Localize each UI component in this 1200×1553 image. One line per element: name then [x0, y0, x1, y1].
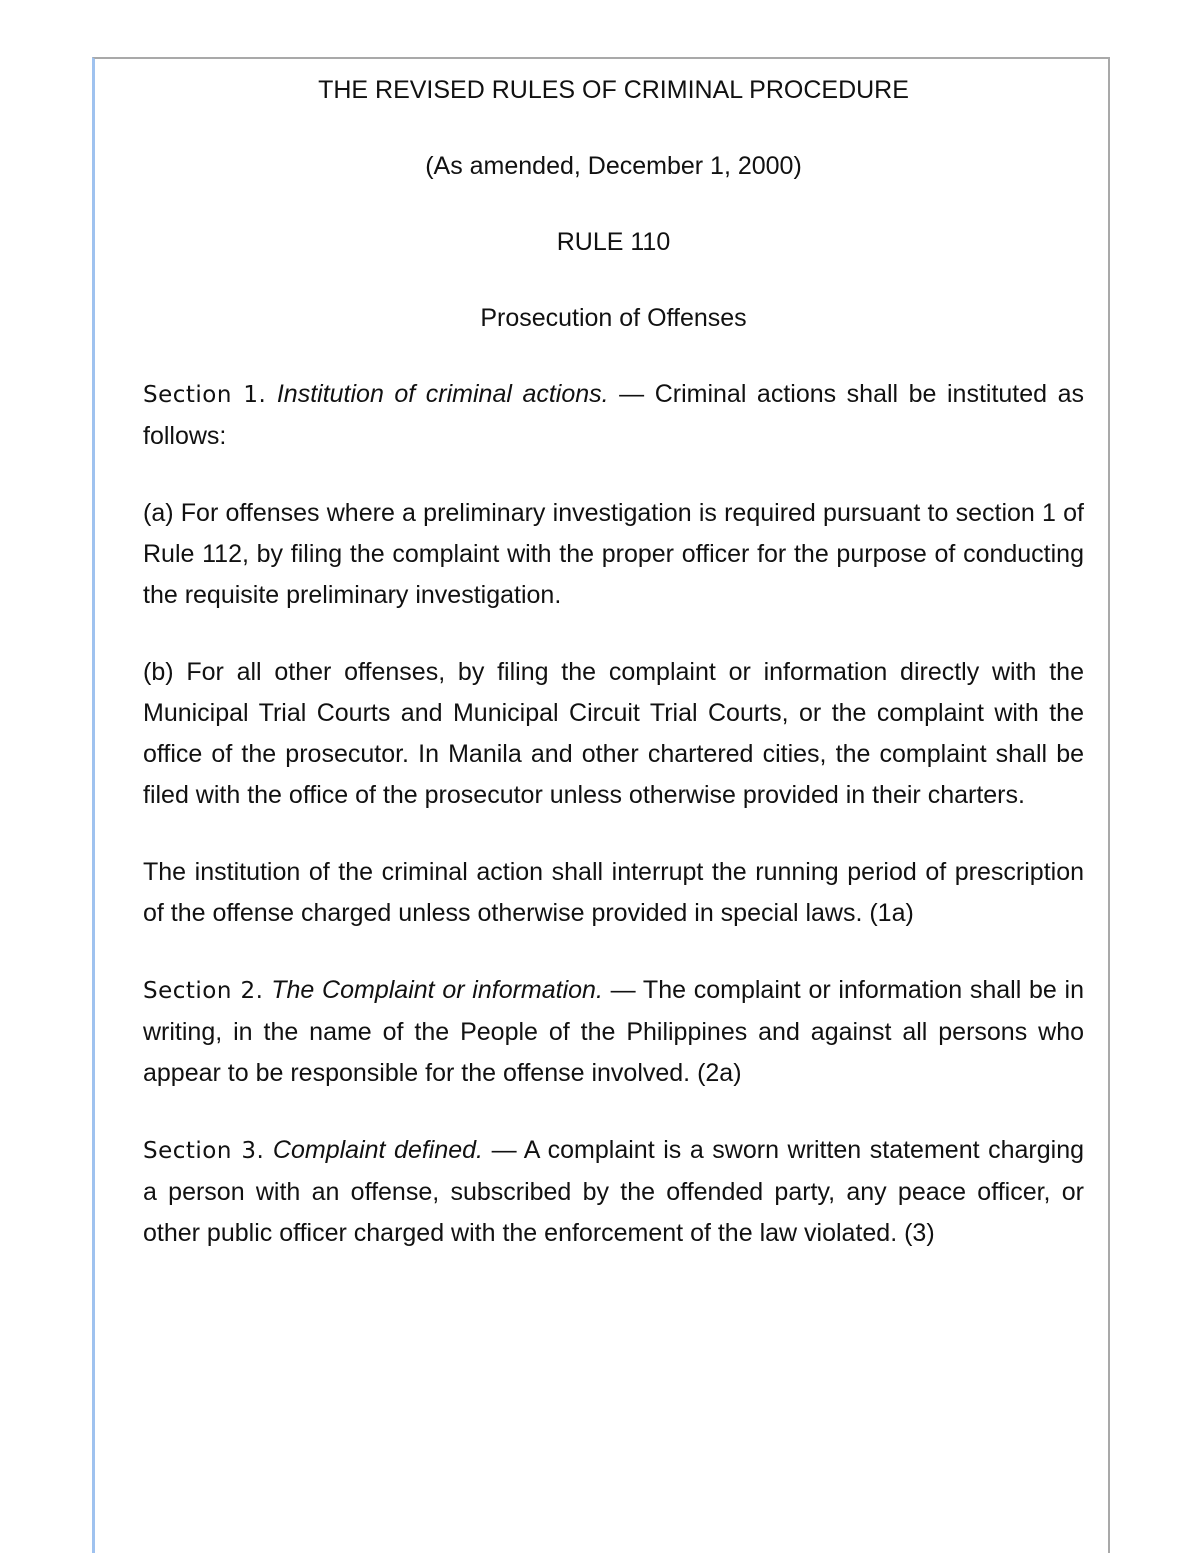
- section-1: [143, 374, 1084, 457]
- section-text: — A complaint is a sworn written statement charging a person with an offense, subscribed by the offended party, any peace officer, or other public officer charged with the enforcement of the law violated. (3): [143, 1136, 1085, 1247]
- paragraph-b: (b) For all other offenses, by filing the complaint or information directly with the Municipal Trial Courts and Municipal Circuit Trial Courts, or the complaint with the office of the prosecutor. In Manila and other chartered cities, the complaint shall be filed with the office of the prosecutor unless otherwise provided in their charters.: [143, 658, 1084, 809]
- section-text: — Criminal actions shall be instituted as follows:: [143, 380, 1084, 450]
- rule-number: RULE 110: [556, 228, 671, 256]
- document-title: THE REVISED RULES OF CRIMINAL PROCEDURE: [318, 76, 909, 104]
- paragraph-prescription: The institution of the criminal action shall interrupt the running period of prescription of the offense charged unless otherwise provided in special laws. (1a): [143, 858, 1084, 927]
- section-3: [143, 1130, 1084, 1254]
- section-label: Section 1.: [143, 382, 267, 408]
- paragraph-a: (a) For offenses where a preliminary investigation is required pursuant to section 1 of Rule 112, by filing the complaint with the proper officer for the purpose of conducting the requisite preliminary investigation.: [143, 499, 1084, 609]
- section-label: Section 3.: [143, 1138, 265, 1164]
- section-2: [143, 970, 1084, 1094]
- section-label: Section 2.: [143, 978, 264, 1004]
- rule-title: Prosecution of Offenses: [480, 304, 747, 332]
- document-content: [143, 70, 1084, 1290]
- section-title: Complaint defined.: [272, 1136, 484, 1164]
- section-text: — The complaint or information shall be in writing, in the name of the People of the Philippines and against all persons who appear to be responsible for the offense involved. (2a): [143, 976, 1084, 1087]
- section-title: The Complaint or information.: [271, 976, 603, 1004]
- amendment-note: (As amended, December 1, 2000): [425, 152, 802, 180]
- section-title: Institution of criminal actions.: [276, 380, 609, 408]
